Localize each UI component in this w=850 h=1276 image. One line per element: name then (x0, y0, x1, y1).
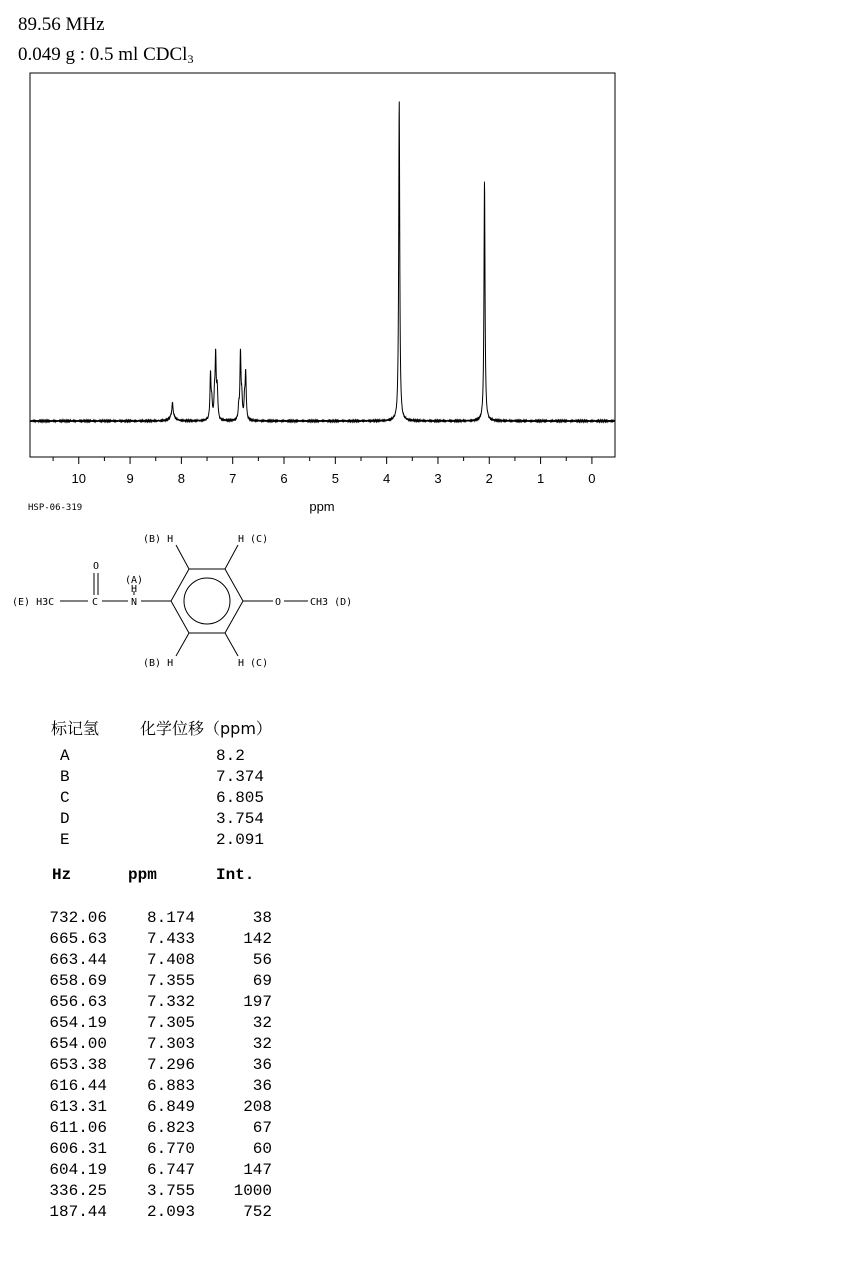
peak-int: 67 (252, 1119, 272, 1137)
peak-header-ppm: ppm (128, 866, 157, 884)
peak-hz: 654.00 (49, 1035, 107, 1053)
peak-int: 752 (243, 1203, 272, 1221)
peak-int: 32 (252, 1035, 272, 1053)
peak-ppm: 6.747 (146, 1161, 195, 1179)
peak-int: 36 (252, 1056, 272, 1074)
label-nh-h: H (131, 584, 138, 595)
peak-int: 197 (243, 993, 272, 1011)
peak-hz: 604.19 (49, 1161, 107, 1179)
peak-hz: 663.44 (49, 951, 107, 969)
sample-subscript: 3 (187, 52, 194, 66)
peak-ppm: 7.332 (146, 993, 195, 1011)
x-tick-label: 10 (71, 471, 86, 486)
benzene-ring (171, 569, 243, 633)
peak-ppm: 7.305 (146, 1014, 195, 1032)
label-hb-top: (B) H (143, 534, 174, 545)
assignment-shift: 2.091 (216, 831, 265, 849)
label-nh-a: (A) (125, 575, 144, 586)
label-carbonyl-c: C (92, 597, 99, 608)
x-axis-ticks (53, 457, 595, 486)
spectrum-code: HSP-06-319 (28, 503, 83, 513)
peak-hz: 653.38 (49, 1056, 107, 1074)
peak-hz: 336.25 (49, 1182, 107, 1200)
x-tick-label: 2 (485, 471, 493, 486)
peak-hz: 187.44 (49, 1203, 107, 1221)
peak-int: 56 (252, 951, 272, 969)
peak-hz: 656.63 (49, 993, 107, 1011)
assignment-shift: 6.805 (216, 789, 265, 807)
bond-hc-top (225, 545, 238, 569)
spectrometer-frequency: 89.56 MHz (18, 14, 105, 35)
peak-ppm: 7.408 (146, 951, 195, 969)
x-axis-label: ppm (309, 499, 335, 514)
x-tick-label: 3 (434, 471, 442, 486)
peak-int: 208 (243, 1098, 272, 1116)
peak-hz: 606.31 (49, 1140, 107, 1158)
assignment-shift: 7.374 (216, 768, 265, 786)
peak-header-int: Int. (216, 866, 255, 884)
peak-ppm: 6.849 (146, 1098, 195, 1116)
peak-ppm: 6.770 (146, 1140, 195, 1158)
peak-ppm: 7.303 (146, 1035, 195, 1053)
assignment-shift: 8.2 (216, 747, 245, 765)
label-hc-bottom: H (C) (238, 658, 269, 669)
assignment-header-label: 标记氢 (51, 719, 100, 738)
bond-hc-bottom (225, 633, 238, 656)
peak-ppm: 2.093 (146, 1203, 195, 1221)
assignment-header-shift: 化学位移（ppm） (140, 719, 272, 738)
peak-ppm: 8.174 (146, 909, 195, 927)
peak-ppm: 7.433 (146, 930, 195, 948)
assignment-label: B (60, 768, 70, 786)
bond-hb-bottom (176, 633, 189, 656)
x-tick-label: 0 (588, 471, 596, 486)
x-tick-label: 4 (383, 471, 391, 486)
label-hc-top: H (C) (238, 534, 269, 545)
peak-ppm: 3.755 (146, 1182, 195, 1200)
peak-hz: 654.19 (49, 1014, 107, 1032)
peak-ppm: 6.823 (146, 1119, 195, 1137)
label-e-ch3: (E) H3C (12, 597, 55, 608)
nmr-spectrum-chart (0, 0, 850, 520)
aromatic-circle (184, 578, 230, 624)
x-tick-label: 7 (229, 471, 237, 486)
x-tick-label: 9 (126, 471, 134, 486)
molecular-structure (0, 525, 380, 685)
peak-hz: 613.31 (49, 1098, 107, 1116)
peak-int: 142 (243, 930, 272, 948)
x-tick-label: 8 (177, 471, 185, 486)
peak-hz: 658.69 (49, 972, 107, 990)
assignment-shift: 3.754 (216, 810, 265, 828)
peak-hz: 611.06 (49, 1119, 107, 1137)
peak-ppm: 7.355 (146, 972, 195, 990)
assignment-label: E (60, 831, 70, 849)
x-tick-label: 1 (536, 471, 545, 486)
assignment-label: A (60, 747, 70, 765)
peak-int: 60 (252, 1140, 272, 1158)
peak-int: 147 (243, 1161, 272, 1179)
plot-frame (30, 73, 615, 457)
peak-hz: 732.06 (49, 909, 107, 927)
peak-int: 38 (252, 909, 272, 927)
label-hb-bottom: (B) H (143, 658, 174, 669)
peak-ppm: 6.883 (146, 1077, 195, 1095)
x-tick-label: 6 (280, 471, 288, 486)
assignment-label: D (60, 810, 70, 828)
x-tick-label: 5 (331, 471, 339, 486)
label-n: N (131, 597, 138, 608)
peak-hz: 665.63 (49, 930, 107, 948)
peak-int: 1000 (233, 1182, 272, 1200)
assignment-label: C (60, 789, 70, 807)
peak-int: 32 (252, 1014, 272, 1032)
sample-text: 0.049 g : 0.5 ml CDCl (18, 44, 188, 65)
peak-int: 36 (252, 1077, 272, 1095)
label-o-ether: O (275, 597, 282, 608)
peak-hz: 616.44 (49, 1077, 107, 1095)
label-ch3-d: CH3 (D) (310, 597, 353, 608)
peak-ppm: 7.296 (146, 1056, 195, 1074)
peak-int: 69 (252, 972, 272, 990)
spectrum-trace (30, 102, 615, 422)
bond-hb-top (176, 545, 189, 569)
peak-header-hz: Hz (52, 866, 72, 884)
label-carbonyl-o: O (93, 561, 100, 572)
